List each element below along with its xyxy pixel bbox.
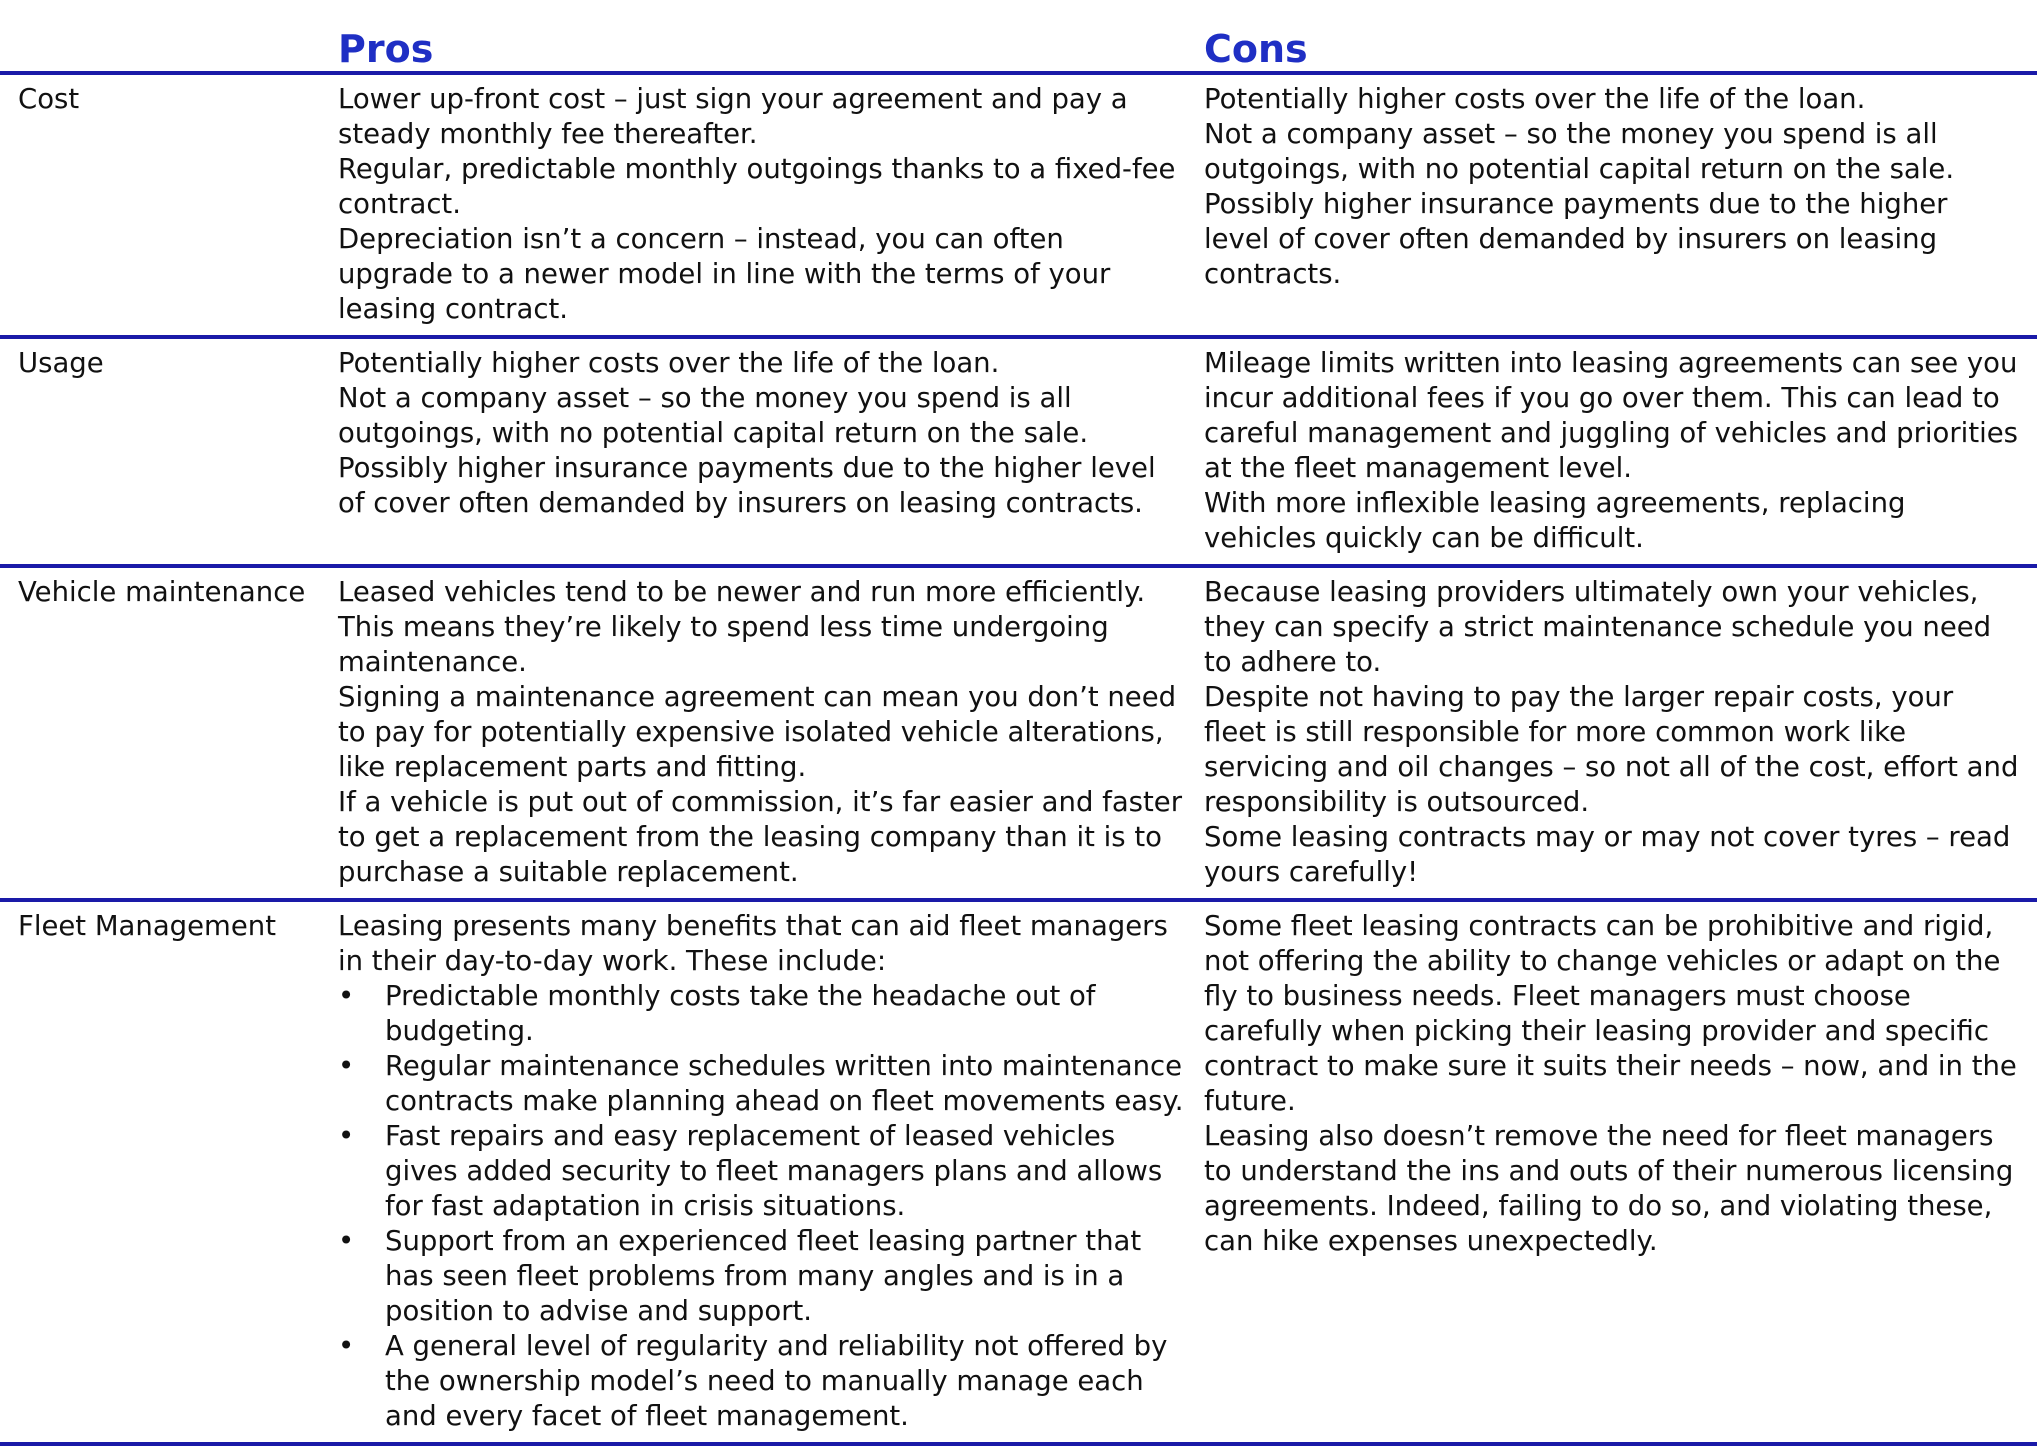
bullet-icon: • [338, 980, 355, 1012]
list-item [338, 1049, 1186, 1119]
bullet-icon: • [338, 1120, 355, 1152]
pros-cell [338, 566, 1204, 900]
pros-item: Signing a maintenance agreement can mean you don’t need to pay for potentially expensive isolated vehicle alterations, like replacement parts and fitting. [338, 681, 1177, 783]
table-header [0, 0, 2037, 73]
cons-cell [1204, 73, 2037, 337]
header-pros: Pros [338, 0, 1204, 73]
row-category: Cost [0, 73, 338, 337]
row-category: Usage [0, 337, 338, 566]
pros-item: Not a company asset – so the money you spend is all outgoings, with no potential capital return on the sale. [338, 382, 1089, 449]
cons-item: Some leasing contracts may or may not cover tyres – read yours carefully! [1204, 821, 2011, 888]
cons-item: Because leasing providers ultimately own your vehicles, they can specify a strict maintenance schedule you need to adhere to. [1204, 576, 1992, 678]
bullet-icon: • [338, 1330, 355, 1362]
table-row-cost [0, 73, 2037, 337]
table-row-fleet-management [0, 900, 2037, 1444]
cons-item: Potentially higher costs over the life of the loan. [1204, 83, 1866, 115]
cons-item: Some fleet leasing contracts can be prohibitive and rigid, not offering the ability to change vehicles or adapt on the fly to business needs. Fleet managers must choose carefully when picking their leasing provider and specific contract to make sure it suits their needs – now, and in the future. [1204, 910, 2017, 1117]
bullet-text: Fast repairs and easy replacement of leased vehicles gives added security to fleet managers plans and allows for fast adaptation in crisis situations. [385, 1120, 1163, 1222]
header-cons: Cons [1204, 0, 2037, 73]
pros-item: Possibly higher insurance payments due to the higher level of cover often demanded by insurers on leasing contracts. [338, 452, 1156, 519]
list-item [338, 1119, 1186, 1224]
row-category: Vehicle maintenance [0, 566, 338, 900]
bullet-icon: • [338, 1225, 355, 1257]
pros-item: Leased vehicles tend to be newer and run more efficiently. This means they’re likely to spend less time undergoing maintenance. [338, 576, 1146, 678]
cons-cell [1204, 337, 2037, 566]
cons-item: Despite not having to pay the larger repair costs, your fleet is still responsible for more common work like servicing and oil changes – so not all of the cost, effort and responsibility is outsourced. [1204, 681, 2019, 818]
bullet-text: A general level of regularity and reliability not offered by the ownership model’s need to manually manage each and every facet of fleet management. [385, 1330, 1168, 1432]
table-body [0, 73, 2037, 1444]
header-category-cell [0, 0, 338, 73]
list-item [338, 1224, 1186, 1329]
pros-item: Lower up-front cost – just sign your agreement and pay a steady monthly fee thereafter. [338, 83, 1128, 150]
cons-item: Possibly higher insurance payments due to the higher level of cover often demanded by insurers on leasing contracts. [1204, 188, 1948, 290]
pros-item: Depreciation isn’t a concern – instead, you can often upgrade to a newer model in line with the terms of your leasing contract. [338, 223, 1111, 325]
table-row-usage [0, 337, 2037, 566]
bullet-icon: • [338, 1050, 355, 1082]
cons-cell [1204, 566, 2037, 900]
cons-item: Not a company asset – so the money you spend is all outgoings, with no potential capital return on the sale. [1204, 118, 1955, 185]
pros-item: If a vehicle is put out of commission, it’s far easier and faster to get a replacement from the leasing company than it is to purchase a suitable replacement. [338, 786, 1183, 888]
row-category: Fleet Management [0, 900, 338, 1444]
pros-cell [338, 900, 1204, 1444]
cons-item: With more inflexible leasing agreements, replacing vehicles quickly can be difficult. [1204, 487, 1906, 554]
cons-item: Leasing also doesn’t remove the need for fleet managers to understand the ins and outs of their numerous licensing agreements. Indeed, failing to do so, and violating these, can hike expenses unexpectedly. [1204, 1120, 2014, 1257]
pros-item: Potentially higher costs over the life of the loan. [338, 347, 1000, 379]
bullet-text: Predictable monthly costs take the headache out of budgeting. [385, 980, 1096, 1047]
cons-item: Mileage limits written into leasing agreements can see you incur additional fees if you go over them. This can lead to careful management and juggling of vehicles and priorities at the fleet management level. [1204, 347, 2018, 484]
pros-cell [338, 337, 1204, 566]
header-row [0, 0, 2037, 73]
pros-cell [338, 73, 1204, 337]
list-item [338, 979, 1186, 1049]
list-item [338, 1329, 1186, 1434]
bullet-text: Regular maintenance schedules written into maintenance contracts make planning ahead on fleet movements easy. [385, 1050, 1184, 1117]
pros-item: Regular, predictable monthly outgoings thanks to a fixed-fee contract. [338, 153, 1176, 220]
table-row-vehicle-maintenance [0, 566, 2037, 900]
cons-cell [1204, 900, 2037, 1444]
pros-bullet-list [338, 979, 1186, 1434]
bullet-text: Support from an experienced fleet leasing partner that has seen fleet problems from many angles and is in a position to advise and support. [385, 1225, 1142, 1327]
pros-intro: Leasing presents many benefits that can aid fleet managers in their day-to-day work. These include: [338, 910, 1168, 977]
